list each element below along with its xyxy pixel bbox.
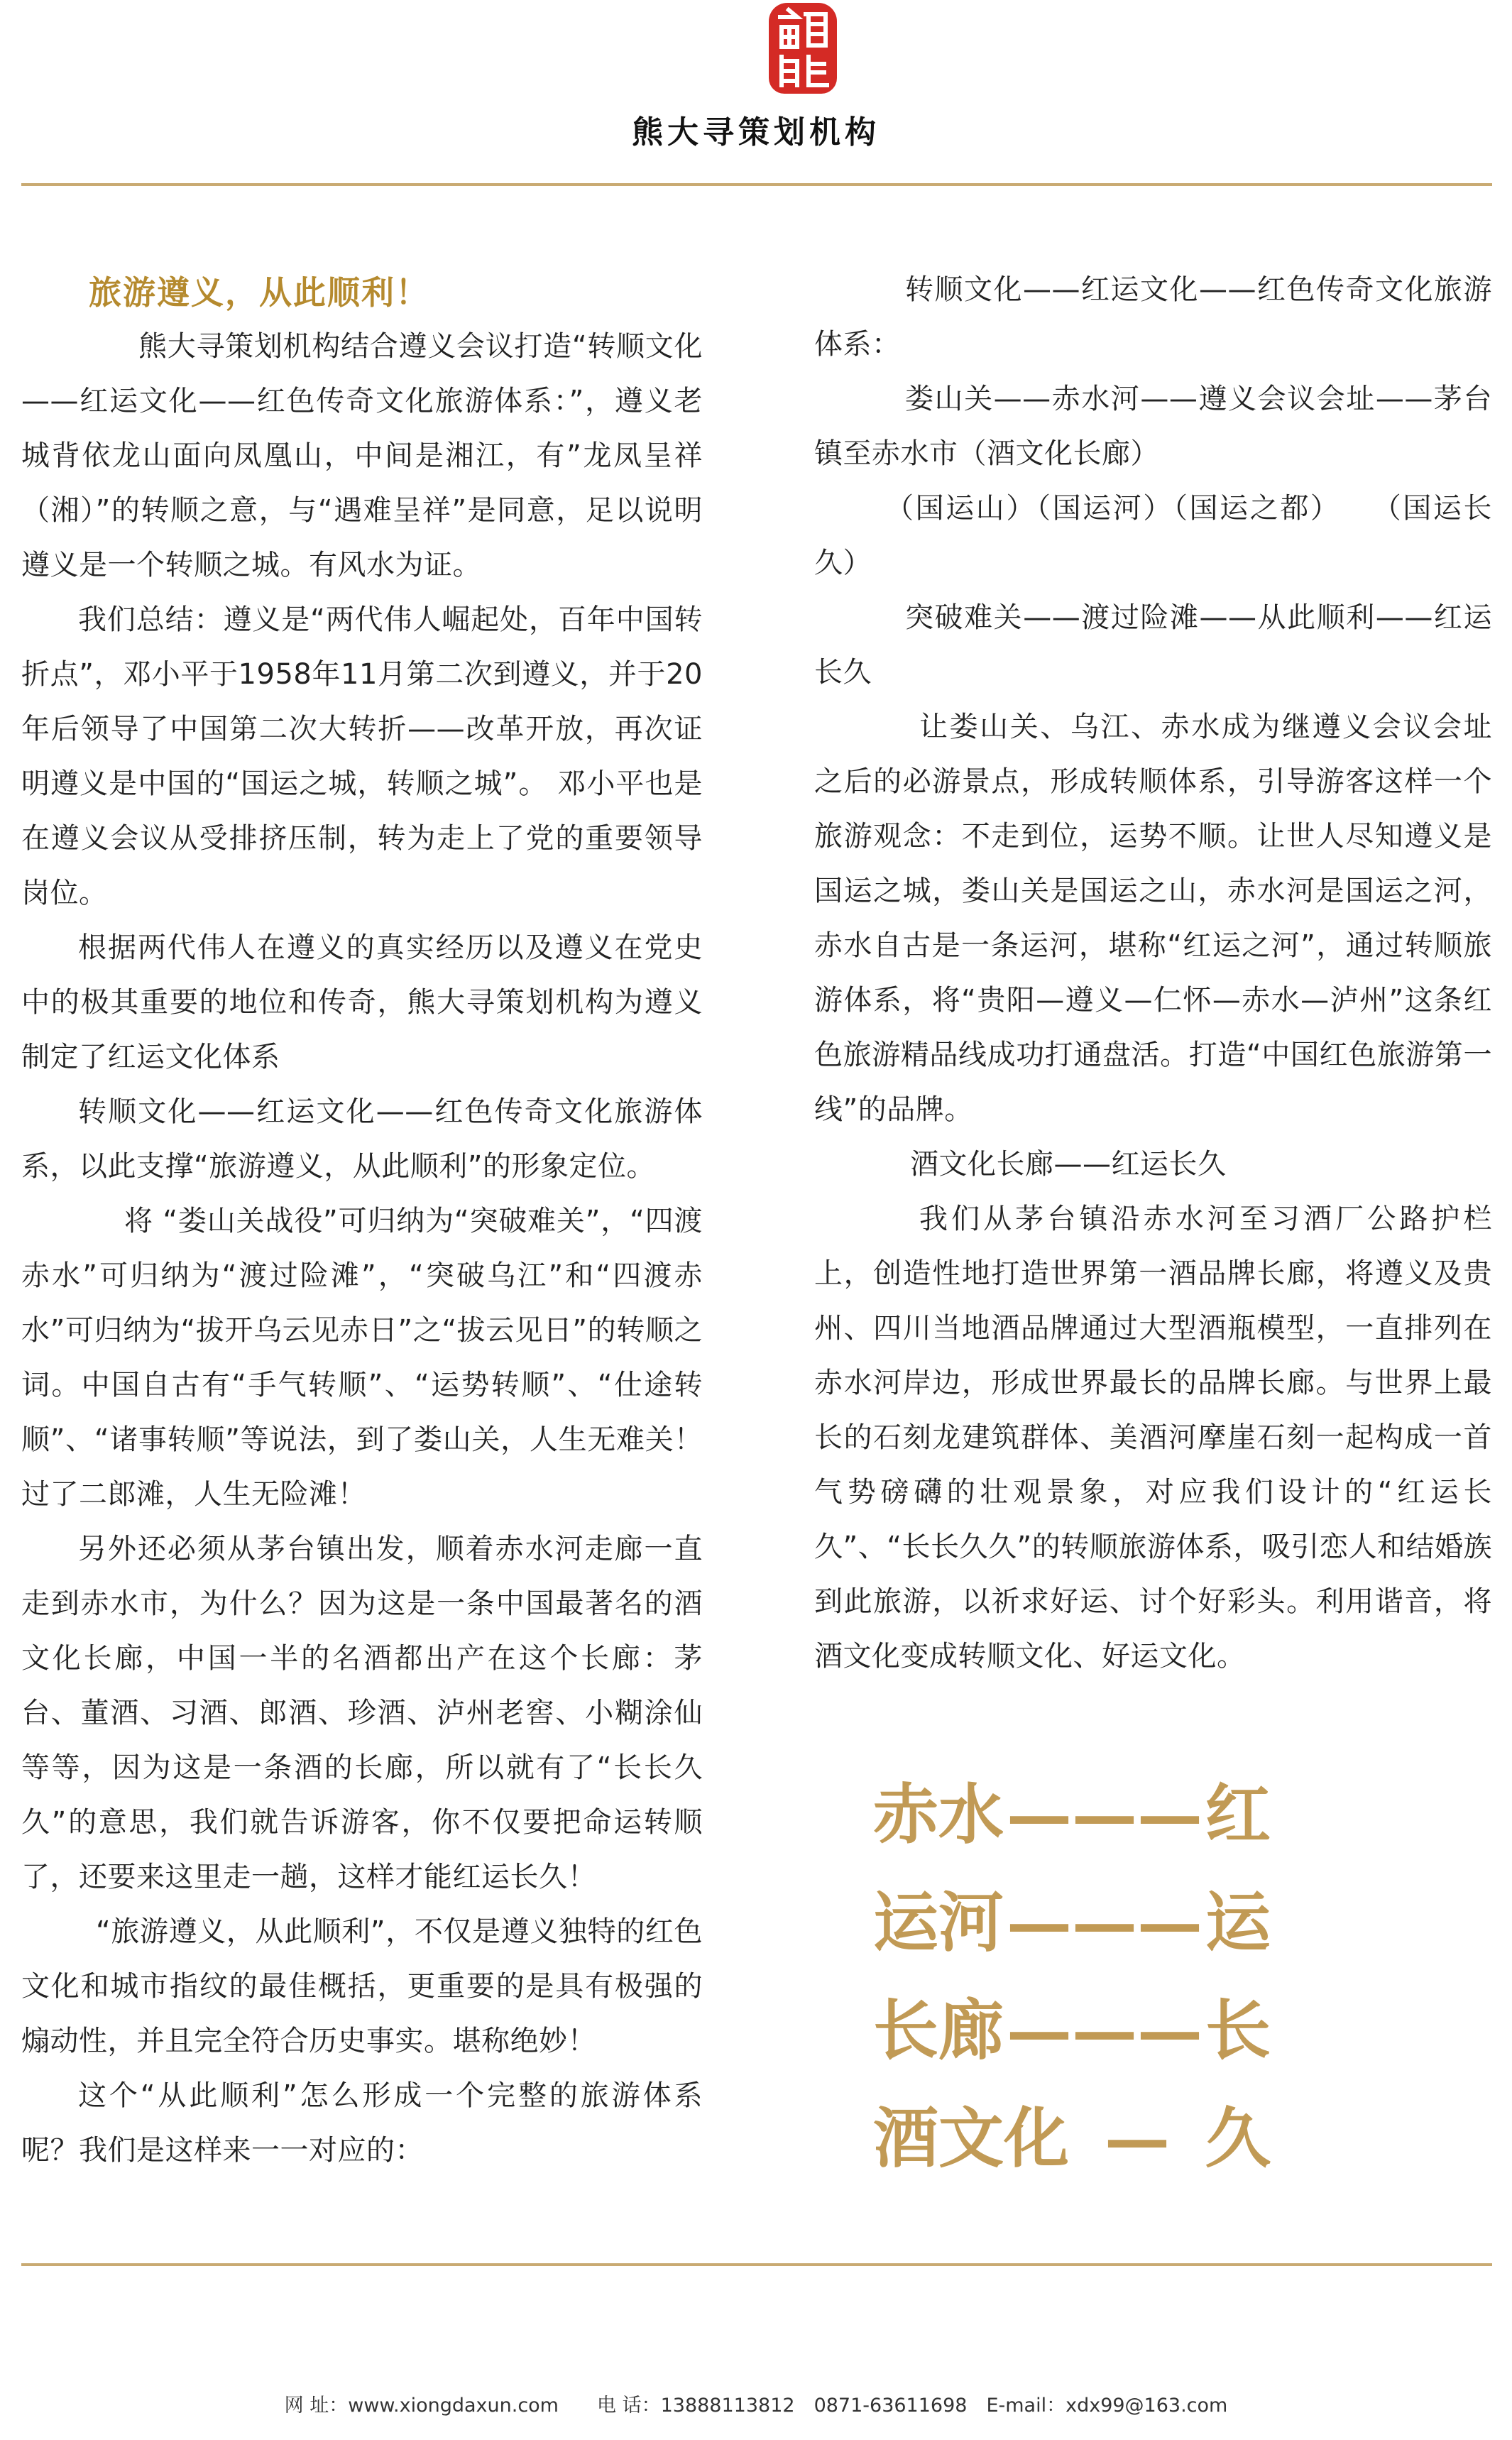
paragraph: 另外还必须从茅台镇出发，顺着赤水河走廊一直走到赤水市，为什么？因为这是一条中国最著名的酒文化长廊，中国一半的名酒都出产在这个长廊：茅台、董酒、习酒、郎酒、珍酒、泸州老窖、小糊涂仙等等，因为这是一条酒的长廊，所以就有了“长长久久”的意思，我们就告诉游客，你不仅要把命运转顺了，还要来这里走一趟，这样才能红运长久！ [21, 1533, 703, 1893]
paragraph: 突破难关——渡过险滩——从此顺利——红运长久 [814, 601, 1492, 689]
article-heading: 旅游遵义，从此顺利！ [89, 273, 429, 312]
slogan-left: 运河 [873, 1884, 1004, 1961]
slogan-right: 长 [1205, 1992, 1271, 2069]
email-link[interactable]: xdx99@163.com [1065, 2395, 1228, 2417]
seal-logo [769, 3, 837, 94]
slogan-line [873, 1869, 1271, 1976]
phone-label: 电 话： [597, 2395, 661, 2417]
heading-spacer [21, 263, 703, 319]
website-label: 网 址： [284, 2395, 349, 2417]
bottom-divider [21, 2263, 1492, 2266]
footer-contact [0, 2390, 1512, 2417]
paragraph: 将 “娄山关战役”可归纳为“突破难关”，“四渡赤水”可归纳为“渡过险滩”，“突破乌江”和“四渡赤水”可归纳为“拔开乌云见赤日”之“拔云见日”的转顺之词。中国自古有“手气转顺”、“运势转顺”、“仕途转顺”、“诸事转顺”等说法，到了娄山关，人生无难关！过了二郎滩，人生无险滩！ [21, 1205, 703, 1511]
paragraph: 娄山关——赤水河——遵义会议会址——茅台镇至赤水市（酒文化长廊） [814, 383, 1492, 470]
paragraph: 转顺文化——红运文化——红色传奇文化旅游体系，以此支撑“旅游遵义，从此顺利”的形象定位。 [21, 1095, 703, 1183]
paragraph: 转顺文化——红运文化——红色传奇文化旅游体系： [814, 273, 1492, 361]
slogan-line [873, 1761, 1271, 1869]
paragraph: 酒文化长廊——红运长久 [910, 1148, 1227, 1181]
paragraph: 根据两代伟人在遵义的真实经历以及遵义在党史中的极其重要的地位和传奇，熊大寻策划机构为遵义制定了红运文化体系 [21, 931, 703, 1073]
phone-number-2: 0871-63611698 [813, 2395, 968, 2417]
slogan-left: 长廊 [873, 1992, 1004, 2069]
paragraph: “旅游遵义，从此顺利”，不仅是遵义独特的红色文化和城市指纹的最佳概括，更重要的是具有极强的煽动性，并且完全符合历史事实。堪称绝妙！ [21, 1915, 703, 2057]
paragraph: 让娄山关、乌江、赤水成为继遵义会议会址之后的必游景点，形成转顺体系，引导游客这样一个旅游观念：不走到位，运势不顺。让世人尽知遵义是国运之城，娄山关是国运之山，赤水河是国运之河，赤水自古是一条运河，堪称“红运之河”，通过转顺旅游体系，将“贵阳—遵义—仁怀—赤水—泸州”这条红色旅游精品线成功打通盘活。打造“中国红色旅游第一线”的品牌。 [814, 711, 1492, 1126]
email-label: E-mail： [986, 2395, 1066, 2417]
slogan-dash: ——— [1007, 1992, 1203, 2069]
slogan-line [873, 1976, 1271, 2084]
paragraph: 我们从茅台镇沿赤水河至习酒厂公路护栏上，创造性地打造世界第一酒品牌长廊，将遵义及贵州、四川当地酒品牌通过大型酒瓶模型，一直排列在赤水河岸边，形成世界最长的品牌长廊。与世界上最长的石刻龙建筑群体、美酒河摩崖石刻一起构成一首气势磅礴的壮观景象，对应我们设计的“红运长久”、“长长久久”的转顺旅游体系，吸引恋人和结婚族到此旅游，以祈求好运、讨个好彩头。利用谐音，将酒文化变成转顺文化、好运文化。 [814, 1203, 1492, 1673]
slogan-left: 赤水 [873, 1776, 1004, 1853]
slogan-left: 酒文化 [873, 2100, 1070, 2177]
slogan-right: 运 [1205, 1884, 1271, 1961]
paragraph: 熊大寻策划机构结合遵义会议打造“转顺文化——红运文化——红色传奇文化旅游体系：”，遵义老城背依龙山面向凤凰山，中间是湘江，有”龙凤呈祥（湘）”的转顺之意，与“遇难呈祥”是同意，足以说明遵义是一个转顺之城。有风水为证。 [21, 330, 703, 581]
phone-number: 13888113812 [660, 2395, 795, 2417]
brand-name: 熊大寻策划机构 [632, 114, 880, 151]
slogan-line [873, 2084, 1271, 2192]
top-divider [21, 183, 1492, 186]
slogan-right: 红 [1205, 1776, 1271, 1853]
slogan-dash: ——— [1007, 1884, 1203, 1961]
website-link[interactable]: www.xiongdaxun.com [348, 2395, 559, 2417]
right-column [814, 263, 1492, 1684]
left-column [21, 263, 703, 2178]
slogan-right: 久 [1205, 2100, 1271, 2177]
paragraph: 我们总结：遵义是“两代伟人崛起处，百年中国转折点”，邓小平于1958年11月第二次到遵义，并于20年后领导了中国第二次大转折——改革开放，再次证明遵义是中国的“国运之城，转顺之城”。 邓小平也是在遵义会议从受排挤压制，转为走上了党的重要领导岗位。 [21, 603, 703, 909]
slogan-dash: ——— [1007, 1776, 1203, 1853]
paragraph: 这个“从此顺利”怎么形成一个完整的旅游体系呢？我们是这样来一一对应的： [21, 2079, 703, 2167]
slogan-block [873, 1761, 1271, 2192]
paragraph: （国运山）（国运河）（国运之都） （国运长久） [814, 492, 1492, 579]
slogan-dash: — [1105, 2100, 1170, 2177]
seal-icon [769, 3, 837, 94]
